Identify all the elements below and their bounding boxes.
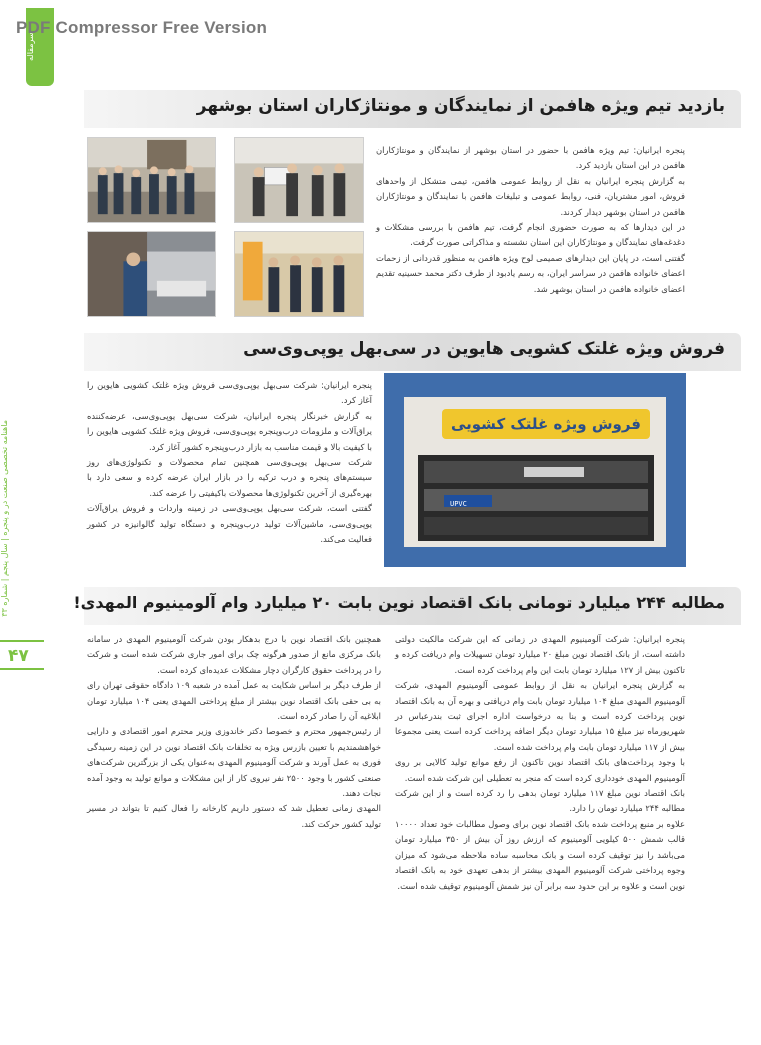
- article-paragraph: از طرف دیگر بر اساس شکایت به عمل آمده در شعبه ۱۰۹ دادگاه حقوقی تهران رای به بی حقی بانک اقتصاد نوین بیشتر از مبلغ پرداختی المهدی یعنی ۱۰۴ میلیارد تومان ابلاغیه آن را صادر کرده است.: [87, 680, 381, 722]
- section-header-hiwin: [84, 333, 741, 371]
- product-image-box: [384, 373, 686, 567]
- section-header-almahdi: [73, 587, 741, 625]
- section-title-almahdi: مطالبه ۲۴۴ میلیارد تومانی بانک اقتصاد نوین بابت ۲۰ میلیارد وام آلومینیوم المهدی!: [73, 593, 725, 612]
- article-paragraph: همچنین بانک اقتصاد نوین با درج بدهکار بودن شرکت آلومینیوم المهدی در سامانه بانک مرکزی مانع از صدور هرگونه چک برای امور جاری شرکت شده است و شرکت را در پرداخت حقوق کارگران دچار مشکلات عدیده‌ای کرده است.: [87, 634, 381, 675]
- article-paragraph: به گزارش پنجره ایرانیان به نقل از روابط عمومی هافمن، تیمی متشکل از واحدهای فروش، امور مشتریان، فنی، روابط عمومی و تبلیغات هافمن با نمایندگان و مونتاژکاران هافمن در استان بوشهر دیدار کردند.: [376, 175, 685, 217]
- product-image-title: فروش ویژه غلتک کشویی: [442, 409, 650, 439]
- section-title-hafmann: بازدید تیم ویژه هافمن از نمایندگان و مونتاژکاران استان بوشهر: [196, 96, 725, 116]
- article-paragraph: علاوه بر منبع پرداخت شده بانک اقتصاد نوین برای وصول مطالبات خود تعداد ۱۰۰۰۰ قالب شمش ۵۰۰ کیلویی آلومینیوم که ارزش روز آن بیش از ۳۵۰ میلیارد تومان می‌باشد را نیز توقیف کرده است و بانک محاسبه ساده ملاحظه می‌شود که میزان وجوه پرداختی شرکت آلومینیوم المهدی بیشتر از بدهی تعهدی خود به بانک اقتصاد نوین است و علاوه بر این حدود سه برابر آن نیز شمش آلومینیوم توقیف شده است.: [395, 818, 685, 891]
- photo-workshop-visit: [87, 231, 216, 317]
- side-rail-text: ماهنامه تخصصی صنعت در و پنجره | سال پنجم | شماره ۳۳: [0, 420, 9, 617]
- section-header-hafmann: [84, 90, 741, 128]
- article-almahdi-left-column: [87, 632, 381, 832]
- article-paragraph: به گزارش خبرنگار پنجره ایرانیان، شرکت سی‌بهل یوپی‌وی‌سی، عرضه‌کننده یراق‌آلات و ملزومات درب‌وپنجره یوپی‌وی‌سی، فروش ویژه غلتک کشویی هایوین را با کیفیت بالا و قیمت مناسب به بازار درب‌وپنجره کشور آغاز کرد.: [87, 410, 372, 452]
- article-paragraph: پنجره ایرانیان: شرکت سی‌بهل یوپی‌وی‌سی فروش ویژه غلتک کشویی هایوین را آغاز کرد.: [87, 380, 372, 406]
- article-hafmann-body: [376, 143, 685, 297]
- photo-team-group-indoor: [87, 137, 216, 223]
- photo-showroom-meeting: [234, 231, 364, 317]
- article-paragraph: پنجره ایرانیان: تیم ویژه هافمن با حضور در استان بوشهر از نمایندگان و مونتاژکاران هافمن در این استان بازدید کرد.: [376, 145, 685, 171]
- article-paragraph: در این دیدارها که به صورت حضوری انجام گرفت، تیم هافمن با بررسی مشکلات و دغدغه‌های نمایندگان و مونتاژکاران این استان نشسته و مذاکراتی صورت گرفت.: [376, 222, 685, 248]
- article-paragraph: المهدی زمانی تعطیل شد که دستور داریم کارخانه را فعال کنیم تا بتواند در مسیر تولید کشور حرکت کند.: [87, 803, 381, 829]
- corner-tab-label: سرمقاله: [26, 32, 35, 62]
- side-rail: [0, 420, 14, 630]
- article-paragraph: بانک اقتصاد نوین مبلغ ۱۱۷ میلیارد تومان بدهی را رد کرده است و از این شرکت مطالبه ۲۴۴ میلیارد تومان را دارد.: [395, 788, 685, 814]
- section-title-hiwin: فروش ویژه غلتک کشویی هایوین در سی‌بهل یوپی‌وی‌سی: [243, 339, 725, 359]
- product-upvc-label: UPVC: [450, 500, 467, 508]
- article-paragraph: از رئیس‌جمهور محترم و خصوصا دکتر خاندوزی وزیر محترم امور اقتصادی و دارایی خواهشمندیم با تعیین بازرس ویژه به تخلفات بانک اقتصاد نوین در این زمینه رسیدگی فوری به عمل آورند و شرکت آلومینیوم المهدی به‌عنوان یکی از بزرگترین شرکت‌های صنعتی کشور با وجود ۲۵۰۰ نفر نیروی کار از این مشکلات و موانع تولید به وجود آمده نجات دهند.: [87, 726, 382, 799]
- article-almahdi-right-column: [395, 632, 685, 894]
- product-image-inner: [404, 397, 666, 547]
- page-number-box: [0, 640, 44, 670]
- article-paragraph: گفتنی است، در پایان این دیدارهای صمیمی لوح ویژه هافمن به منظور قدردانی از زحمات اعضای خانواده هافمن در سراسر ایران، به رسم یادبود از طرف دکتر محمد حسینیه تقدیم اعضای خانواده هافمن در استان بوشهر شد.: [376, 252, 685, 294]
- article-paragraph: پنجره ایرانیان: شرکت آلومینیوم المهدی در زمانی که این شرکت مالکیت دولتی داشته است، از بانک اقتصاد نوین مبلغ ۲۰ میلیارد تومان تسهیلات وام دریافت کرده و تاکنون بیش از ۱۲۷ میلیارد تومان بابت این وام پرداخت کرده است.: [395, 634, 685, 675]
- article-paragraph: شرکت سی‌بهل یوپی‌وی‌سی همچنین تمام محصولات و تکنولوژی‌های روز سیستم‌های پنجره و درب ترکیه را در بازار ایران عرضه کرده و سعی دارد با بهره‌گیری از آخرین تکنولوژی‌ها محصولات باکیفیتی را عرضه کند.: [87, 457, 372, 498]
- watermark-text: PDF Compressor Free Version: [16, 18, 268, 37]
- page-number: ۴۷: [8, 646, 29, 666]
- article-hiwin-body: [87, 378, 372, 547]
- article-paragraph: گفتنی است، شرکت سی‌بهل یوپی‌وی‌سی در زمینه واردات و فروش یراق‌آلات یوپی‌وی‌سی، ماشین‌آلات تولید درب‌وپنجره و دستگاه تولید گالوانیزه در کشور فعالیت می‌کند.: [87, 503, 372, 545]
- article-paragraph: به گزارش پنجره ایرانیان به نقل از روابط عمومی آلومینیوم المهدی، شرکت آلومینیوم المهدی مبلغ ۱۰۴ میلیارد تومان بابت وام دریافتی و بهره آن به بانک اقتصاد نوین پرداخت کرده است و بنا به درخواست اداره اجرای ثبت بندرعباس در شهریورماه نیز مبلغ ۱۵ میلیارد تومان دیگر اضافه پرداخت کرده است یعنی مجموعا بیش از ۱۱۷ میلیارد تومان بابت وام پرداخت شده است.: [395, 680, 685, 752]
- article-paragraph: با وجود پرداخت‌های بانک اقتصاد نوین تاکنون از رفع موانع تولید کالایی بر روی آلومینیوم المهدی خودداری کرده است که منجر به تعطیلی این شرکت شده است.: [395, 757, 685, 783]
- photo-team-with-plaque: [234, 137, 364, 223]
